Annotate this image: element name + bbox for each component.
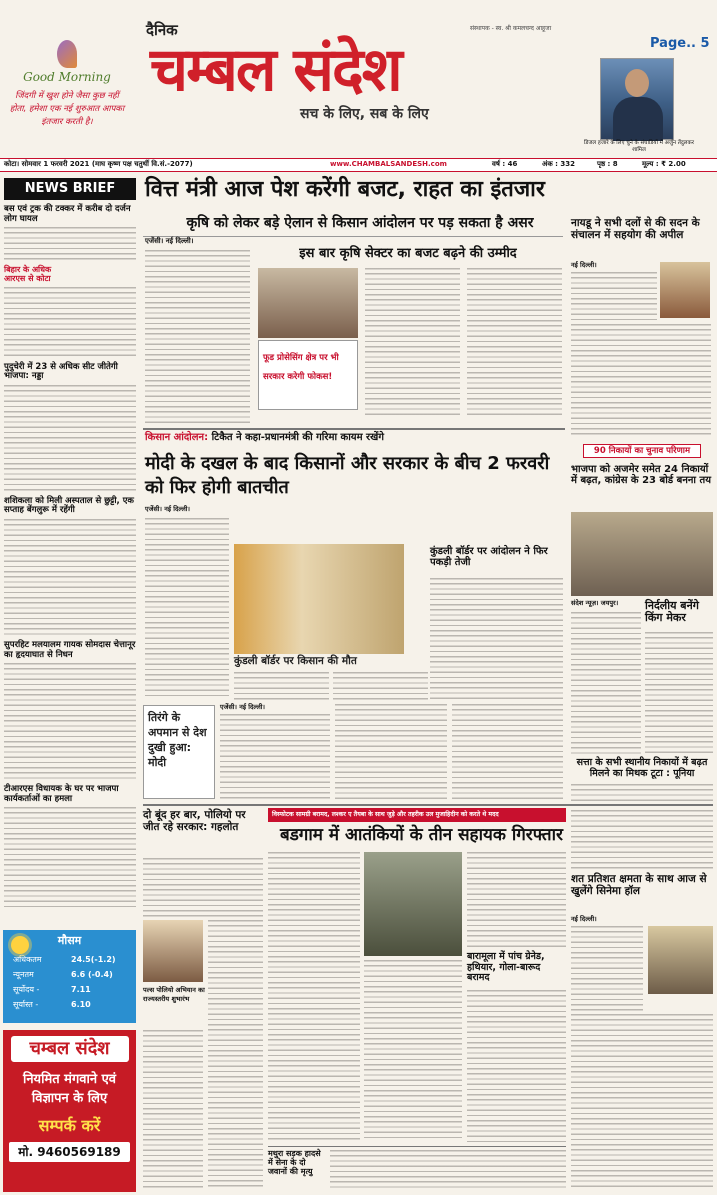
farmers-photo [234,544,404,654]
baramula-body [467,990,566,1142]
farmers-tag-text: टिकैत ने कहा-प्रधानमंत्री की गरिमा कायम रखेंगे [211,432,384,443]
tirange-body-col1 [220,714,330,800]
lead-dateline: एजेंसी। नई दिल्ली। [145,237,194,245]
issue-label: अंक : 332 [542,160,576,168]
brief-title: बस एवं ट्रक की टक्कर में करीब दो दर्जन लोग घायल [4,204,131,224]
good-morning-title: Good Morning [23,70,111,84]
farmers-tag: किसान आंदोलन: [145,432,209,443]
lead-inner-headline: इस बार कृषि सेक्टर का बजट बढ़ने की उम्मीद [299,246,517,261]
price-label: मूल्य : ₹ 2.00 [642,160,686,168]
kundli-body [430,578,563,700]
tirange-body-col3 [452,704,563,800]
nikay-headline: भाजपा को अजमेर समेत 24 निकायों में बढ़त, कांग्रेस के 23 बोर्ड बनना तय [571,464,712,487]
good-morning-box [8,40,126,129]
nirdaliya-dateline: संदेश न्यूज़। जयपुर। [571,599,619,607]
tirange-box [143,705,215,799]
brief-title: बिहार के अधिक आरएस से कोटा [4,265,52,283]
weather-box [3,930,136,1023]
news-brief-column [4,203,136,925]
min-temp-label: न्यूनतम [13,970,34,979]
polio-photo [143,920,203,982]
naidu-photo [660,262,710,318]
weather-title: मौसम [57,934,82,947]
max-temp-label: अधिकतम [13,955,42,964]
news-brief-label: NEWS BRIEF [4,178,136,200]
brief-title: सुपरहिट मलयालम गायक सोमदास चेत्तानूर का हृदयाघात से निधन [4,640,136,660]
masthead-logo: चम्बल संदेश [150,35,401,105]
ad-contact: सम्पर्क करें [38,1116,101,1135]
sun-icon [11,936,29,954]
year-label: वर्ष : 46 [492,160,518,168]
cinema-photo [648,926,713,994]
edition-date: कोटा। सोमवार 1 फरवरी 2021 (माघ कृष्ण पक्ष चतुर्थी वि.सं.-2077) [4,160,193,168]
masthead-photo [600,58,674,140]
lead-subhead: कृषि को लेकर बड़े ऐलान से किसान आंदोलन पर पड़ सकता है असर [186,215,534,231]
masthead-photo-caption: डिजल हजारे के लिए चुने के संघाडियों में अर्जुन तेंदुलकर शामिल [583,140,695,153]
farmers-body-col2 [234,672,329,700]
polio-photo-caption: पल्स पोलियो अभियान का राज्यस्तरीय शुभारंभ [143,986,205,1003]
info-bar [0,158,717,172]
polio-body-2 [208,920,263,1190]
cinema-headline: शत प्रतिशत क्षमता के साथ आज से खुलेंगे सिनेमा हॉल [571,873,707,897]
polio-body-3 [143,1030,203,1190]
tirange-dateline: एजेंसी। नई दिल्ली। [220,703,265,711]
mathura-body [330,1150,566,1190]
lead-photo-caption [258,340,358,410]
max-temp-value: 24.5(-1.2) [71,955,116,964]
mathura-headline: मथुरा सड़क हादसे में सेना के दो जवानों की मृत्यु [268,1149,321,1176]
baramula-headline: बारामूला में पांच ग्रेनेड, हथियार, गोला-बारूद बरामद [467,951,545,984]
sunrise-label: सूर्योदय - [13,985,40,994]
ad-phone: मो. 9460569189 [9,1142,130,1162]
cinema-dateline: नई दिल्ली। [571,915,597,923]
brief-title: पुदुचेरी में 23 से अधिक सीट जीतेगी भाजपा: नड्डा [4,361,118,382]
naidu-body [571,272,657,322]
farmers-body-col3 [333,672,428,700]
sunset-value: 6.10 [71,1000,91,1009]
nikay-label: 90 निकायों का चुनाव परिणाम [583,444,701,458]
naidu-dateline: नई दिल्ली। [571,261,597,269]
lead-photo-caption-text: फूड प्रोसेसिंग क्षेत्र पर भी सरकार करेगी फोकस! [263,353,339,382]
terror-body-col2 [364,960,462,1142]
lead-body-col3 [467,268,562,418]
kundli-headline: कुंडली बॉर्डर पर आंदोलन ने फिर पकड़ी तेजी [430,546,548,569]
website-link[interactable]: www.CHAMBALSANDESH.com [330,160,447,168]
nirdaliya-body-1 [571,612,641,754]
dainik-label: दैनिक [146,21,178,39]
terror-body-col3 [467,852,566,948]
farmers-headline: मोदी के दखल के बाद किसानों और सरकार के बीच 2 फरवरी को फिर होगी बातचीत [145,453,550,498]
satta-body [571,784,713,870]
feather-logo-icon [57,40,77,68]
ad-text: नियमित मंगवाने एवं विज्ञापन के लिए [22,1072,117,1106]
terror-photo [364,852,462,956]
brief-title: शशिकला को मिली अस्पताल से छुट्टी, एक सप्ताह बेंगलुरू में रहेंगी [4,495,134,516]
lead-body-col1 [145,250,250,425]
lead-photo [258,268,358,338]
sunset-label: सूर्यास्त - [13,1000,39,1009]
terror-headline: बडगाम में आतंकियों के तीन सहायक गिरफ्तार [280,825,563,845]
terror-body-col1 [268,852,360,1142]
tirange-body-col2 [335,704,447,800]
subscription-ad [3,1030,136,1192]
naidu-headline: नायडू ने सभी दलों से की सदन के संचालन में सहयोग की अपील [571,217,700,241]
sunrise-value: 7.11 [71,985,91,994]
page-number: Page.. 5 [650,36,710,51]
lead-body-col2 [365,268,460,418]
morning-quote: जिंदगी में खुश होने जैसा कुछ नहीं होता, हमेशा एक नई शुरुआत आपका इंतजार करती है। [9,91,125,127]
farmers-body-col1 [145,518,229,698]
cinema-body-2 [571,1014,713,1190]
lead-headline: वित्त मंत्री आज पेश करेंगी बजट, राहत का इंतजार [145,177,545,202]
pages-label: पृष्ठ : 8 [597,160,618,168]
satta-headline: सत्ता के सभी स्थानीय निकायों में बढ़त मिलने का मिथक टूटा : पूनिया [576,757,708,779]
farmers-dateline: एजेंसी। नई दिल्ली। [145,505,190,513]
naidu-body-2 [571,324,711,436]
ad-logo: चम्बल संदेश [11,1036,129,1062]
polio-body-1 [143,858,263,918]
founder-line: संस्थापक - स्व. श्री कमलचन्द आहूजा [470,25,552,32]
min-temp-value: 6.6 (-0.4) [71,970,113,979]
farmers-tag-line [145,432,565,443]
nirdaliya-body-2 [645,632,713,754]
brief-title: टीआरएस विधायक के घर पर भाजपा कार्यकर्ताओं का हमला [4,784,119,804]
cinema-body-1 [571,926,643,1012]
terror-kicker: विस्फोटक सामग्री बरामद, लश्कर ए तैयबा के साथ जुड़े और तहरीक उल मुजाहिदीन को करते थे मदद [268,808,566,822]
farmers-photo-caption: कुंडली बॉर्डर पर किसान की मौत [234,655,357,667]
nirdaliya-headline: निर्दलीय बनेंगे किंग मेकर [645,599,699,625]
masthead-tagline: सच के लिए, सब के लिए [300,106,429,122]
tirange-headline: तिरंगे के अपमान से देश दुखी हुआ: मोदी [148,711,207,769]
nikay-photo [571,512,713,596]
polio-headline: दो बूंद हर बार, पोलियो पर जीत रहे सरकार: गहलोत [143,809,246,833]
